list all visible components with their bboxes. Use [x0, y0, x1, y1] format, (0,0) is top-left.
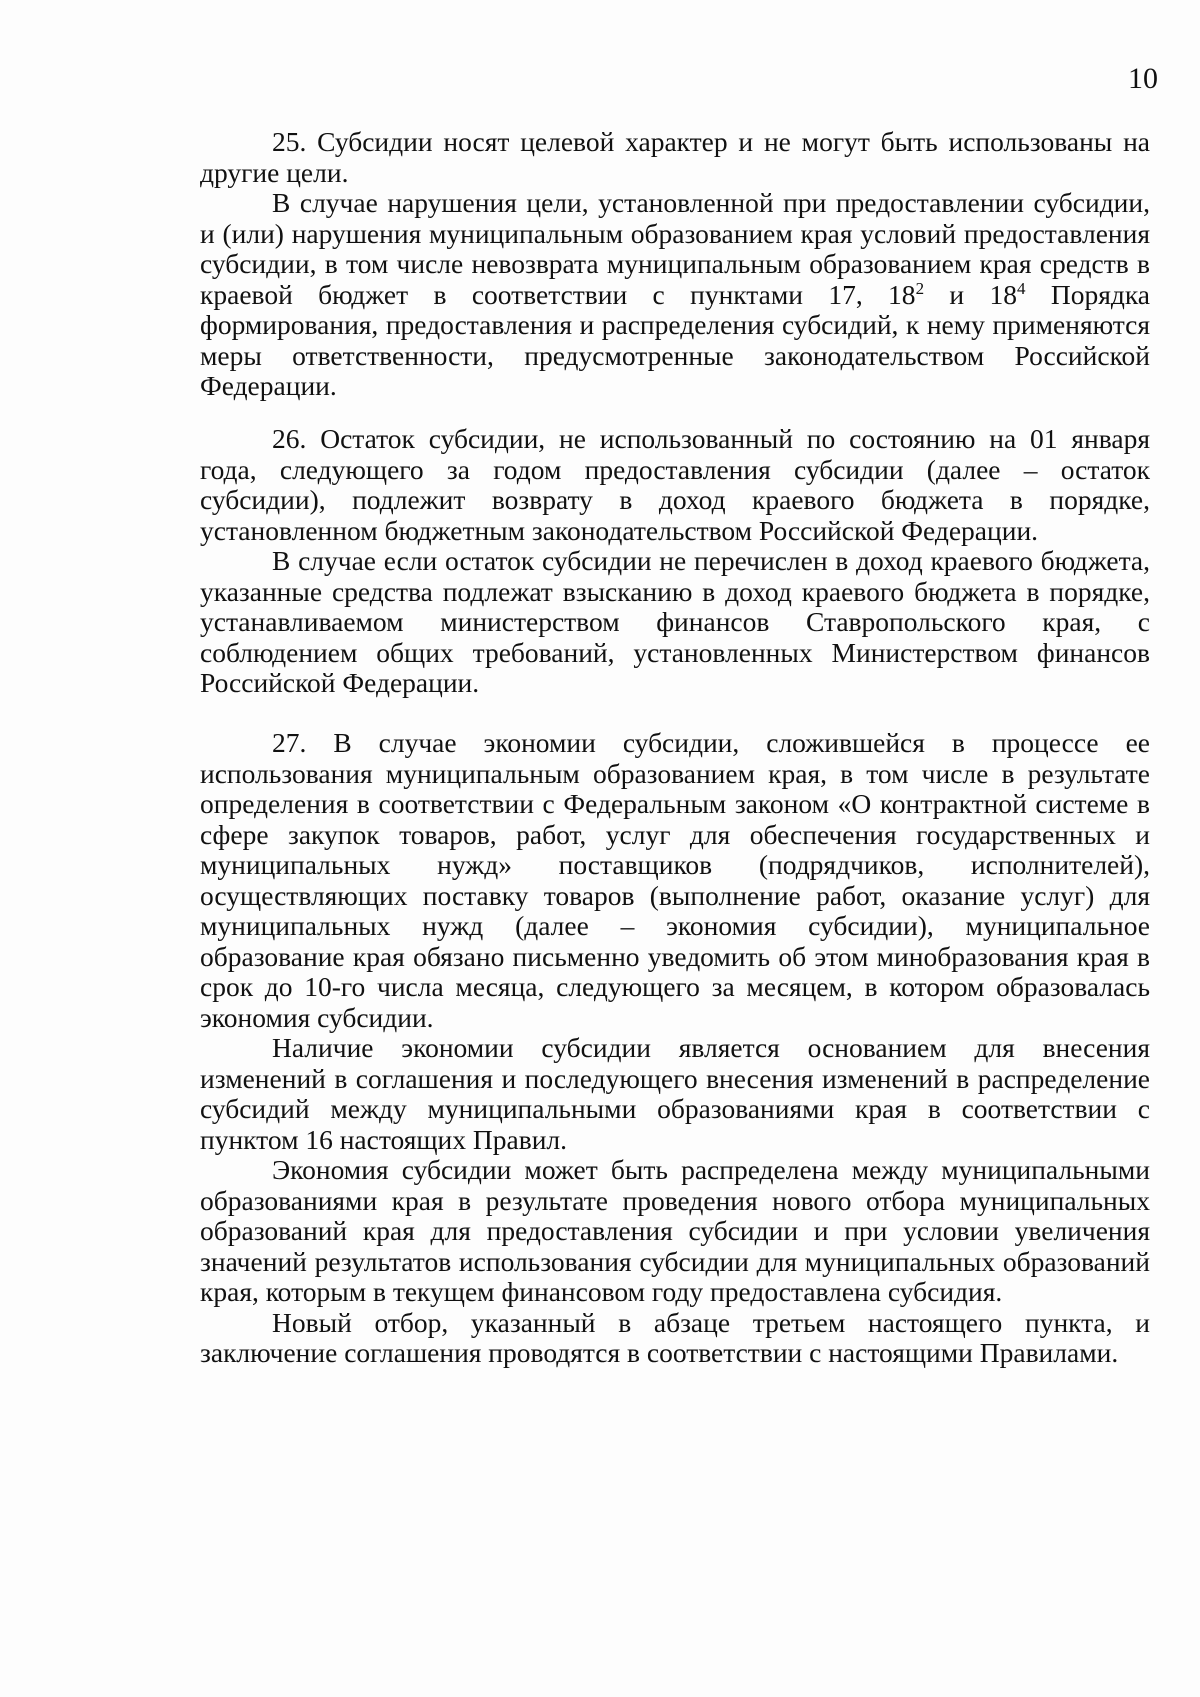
page-number: 10: [1128, 62, 1158, 95]
section-25: [200, 127, 1150, 402]
section-25-paragraph-2-text-b: и 18: [924, 278, 1017, 310]
superscript-4: 4: [1017, 278, 1026, 298]
section-27-paragraph-1: 27. В случае экономии субсидии, сложившейся в процессе ее использования муниципальным образованием края, в том числе в результате определения в соответствии с Федеральным законом «О контрактной системе в сфере закупок товаров, работ, услуг для обеспечения государственных и муниципальных нужд» поставщиков (подрядчиков, исполнителей), осуществляющих поставку товаров (выполнение работ, оказание услуг) для муниципальных нужд (далее – экономия субсидии), муниципальное образование края обязано письменно уведомить об этом минобразования края в срок до 10-го числа месяца, следующего за месяцем, в котором образовалась экономия субсидии.: [200, 727, 1150, 1033]
section-25-paragraph-2-text-a: В случае нарушения цели, установленной при предоставлении субсидии, и (или) нарушения муниципальным образованием края условий предоставления субсидии, в том числе невозврата муниципальным образованием края средств в краевой бюджет в соответствии с пунктами 17, 18: [200, 187, 1150, 310]
section-26: [200, 424, 1150, 699]
section-27: [200, 728, 1150, 1369]
section-25-paragraph-1: 25. Субсидии носят целевой характер и не могут быть использованы на другие цели.: [200, 126, 1150, 188]
superscript-2: 2: [915, 278, 925, 298]
section-25-paragraph-2-text-c: Порядка формирования, предоставления и распределения субсидий, к нему применяются меры ответственности, предусмотренные законодательством Российской Федерации.: [200, 278, 1151, 401]
section-27-paragraph-4: Новый отбор, указанный в абзаце третьем настоящего пункта, и заключение соглашения проводятся в соответствии с настоящими Правилами.: [200, 1306, 1150, 1368]
section-26-paragraph-2: В случае если остаток субсидии не перечислен в доход краевого бюджета, указанные средства подлежат взысканию в доход краевого бюджета в порядке, устанавливаемом министерством финансов Ставропольского края, с соблюдением общих требований, установленных Министерством финансов Российской Федерации.: [200, 545, 1150, 698]
section-27-paragraph-2: Наличие экономии субсидии является основанием для внесения изменений в соглашения и последующего внесения изменений в распределение субсидий между муниципальными образованиями края в соответствии с пунктом 16 настоящих Правил.: [200, 1032, 1150, 1155]
section-25-paragraph-2: [200, 188, 1150, 402]
section-26-paragraph-1: 26. Остаток субсидии, не использованный по состоянию на 01 января года, следующего за годом предоставления субсидии (далее – остаток субсидии), подлежит возврату в доход краевого бюджета в порядке, установленном бюджетным законодательством Российской Федерации.: [200, 423, 1150, 546]
section-27-paragraph-3: Экономия субсидии может быть распределена между муниципальными образованиями края в результате проведения нового отбора муниципальных образований края для предоставления субсидии и при условии увеличения значений результатов использования субсидии для муниципальных образований края, которым в текущем финансовом году предоставлена субсидия.: [200, 1154, 1150, 1307]
